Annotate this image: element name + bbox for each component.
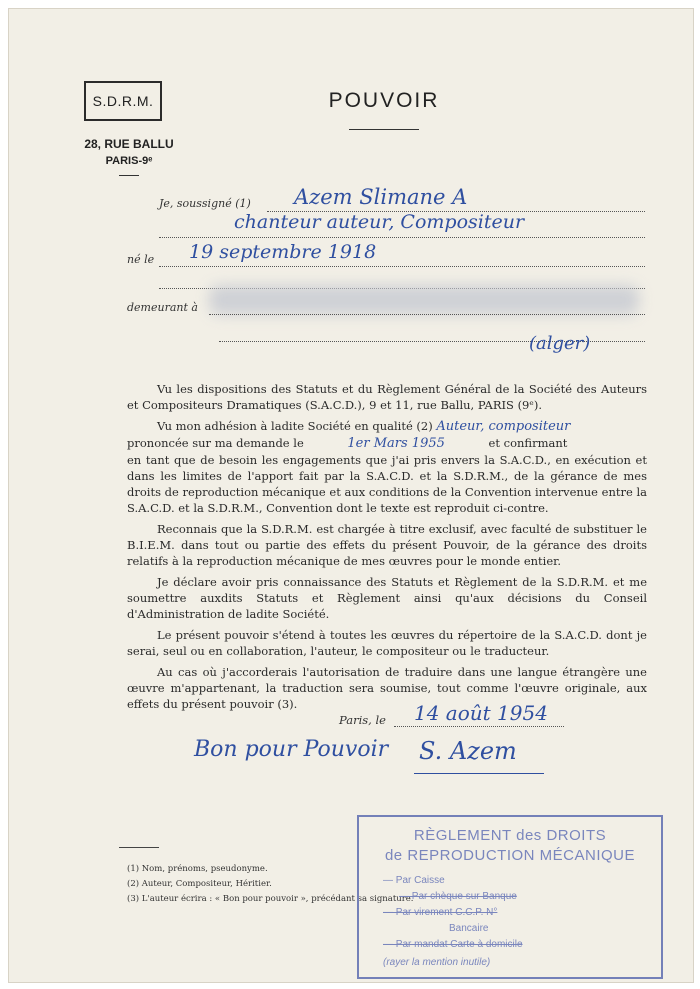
stamp-option-bancaire: Bancaire — [449, 923, 489, 934]
paragraph-2 — [127, 418, 647, 435]
footnote-rule — [119, 847, 159, 848]
address-divider — [119, 175, 139, 176]
paragraph-2a-text: Vu mon adhésion à ladite Société en qualité (2) — [157, 419, 433, 433]
paragraph-3-text: Reconnais que la S.D.R.M. est chargée à titre exclusif, avec faculté de substituer le B.I.E.M. dans tout ou partie des effets du présent Pouvoir, de la gérance des droits relatifs à la reproduction mécanique de mes œuvres pour le monde entier. — [127, 522, 647, 568]
paragraph-6-text: Au cas où j'accorderais l'autorisation de traduire dans une langue étrangère une œuvre m'appartenant, la traduction sera soumise, tout comme l'œuvre originale, aux effets du présent pouvoir (3). — [127, 665, 647, 711]
birth-handwriting: 19 septembre 1918 — [189, 241, 377, 263]
paragraph-3 — [127, 521, 647, 569]
city-handwriting: (alger) — [529, 333, 591, 354]
signature-underline — [414, 773, 544, 774]
title-underline — [349, 129, 419, 130]
date-handwriting: 14 août 1954 — [414, 701, 548, 725]
stamp-option-mandat: — Par mandat Carte à domicile — [383, 939, 523, 950]
paragraph-6 — [127, 664, 647, 712]
paragraph-2c-text: et confirmant — [488, 436, 568, 450]
quality-handwriting: Auteur, compositeur — [436, 419, 571, 434]
footnote-3: (3) L'auteur écrira : « Bon pour pouvoir », précédant sa signature. — [127, 894, 414, 904]
redacted-address — [209, 285, 639, 315]
paragraph-2b-text: prononcée sur ma demande le — [127, 436, 304, 450]
stamp-line-1: RÈGLEMENT des DROITS — [413, 827, 607, 844]
paragraph-2-rest — [127, 452, 647, 516]
footnote-2: (2) Auteur, Compositeur, Héritier. — [127, 879, 272, 889]
paragraph-4-text: Je déclare avoir pris connaissance des Statuts et Règlement de la S.D.R.M. et me soumettre auxdits Statuts et Règlement ainsi qu'aux décisions du Conseil d'Administration de ladite Société. — [127, 575, 647, 621]
page-title: POUVOIR — [328, 89, 440, 112]
paragraph-1 — [127, 381, 647, 413]
paragraph-1-text: Vu les dispositions des Statuts et du Règlement Général de la Société des Auteurs et Compositeurs Dramatiques (S.A.C.D.), 9 et 11, rue Ballu, PARIS (9ᵉ). — [127, 382, 647, 412]
stamp-option-caisse: — Par Caisse — [383, 875, 445, 886]
paragraph-2-line2 — [127, 435, 647, 452]
document-page — [8, 8, 694, 983]
place-label: Paris, le — [339, 713, 386, 727]
address-line-2: PARIS-9ᵉ — [105, 155, 153, 167]
demeurant-label: demeurant à — [127, 301, 198, 314]
occupation-line — [159, 237, 645, 238]
payment-stamp — [357, 815, 663, 979]
address-line-1: 28, RUE BALLU — [84, 137, 174, 151]
stamp-note: (rayer la mention inutile) — [383, 957, 491, 968]
org-logo-box: S.D.R.M. — [84, 81, 162, 121]
ne-label: né le — [127, 253, 155, 266]
birth-line — [159, 266, 645, 267]
footnote-1: (1) Nom, prénoms, pseudonyme. — [127, 864, 268, 874]
occupation-handwriting: chanteur auteur, Compositeur — [234, 211, 525, 233]
soussigne-label: Je, soussigné (1) — [159, 197, 251, 210]
paragraph-5-text: Le présent pouvoir s'étend à toutes les œuvres du répertoire de la S.A.C.D. dont je serai, seul ou en collaboration, l'auteur, le compositeur ou le traducteur. — [127, 628, 647, 658]
paragraph-4 — [127, 574, 647, 622]
adhesion-date-handwriting: 1er Mars 1955 — [347, 436, 445, 451]
signature: S. Azem — [419, 737, 517, 765]
paragraph-2d-text: en tant que de besoin les engagements que j'ai pris envers la S.A.C.D., en exécution et dans les limites de l'apport fait par la S.A.C.D. et la S.D.R.M., de la gérance de mes droits de reproduction mécanique et aux conditions de la Convention intervenue entre la S.A.C.D. et la S.D.R.M., Convention dont le texte est reproduit ci-contre. — [127, 453, 647, 515]
bon-pour-pouvoir: Bon pour Pouvoir — [194, 737, 389, 762]
name-handwriting: Azem Slimane A — [294, 185, 468, 209]
address-line — [209, 314, 645, 315]
stamp-option-ccp: — Par virement C.C.P. N° — [383, 907, 498, 918]
date-line — [394, 726, 564, 727]
paragraph-5 — [127, 627, 647, 659]
body-text — [127, 381, 647, 717]
stamp-option-banque: — Par chèque sur Banque — [399, 891, 517, 902]
stamp-line-2: de REPRODUCTION MÉCANIQUE — [384, 847, 636, 864]
